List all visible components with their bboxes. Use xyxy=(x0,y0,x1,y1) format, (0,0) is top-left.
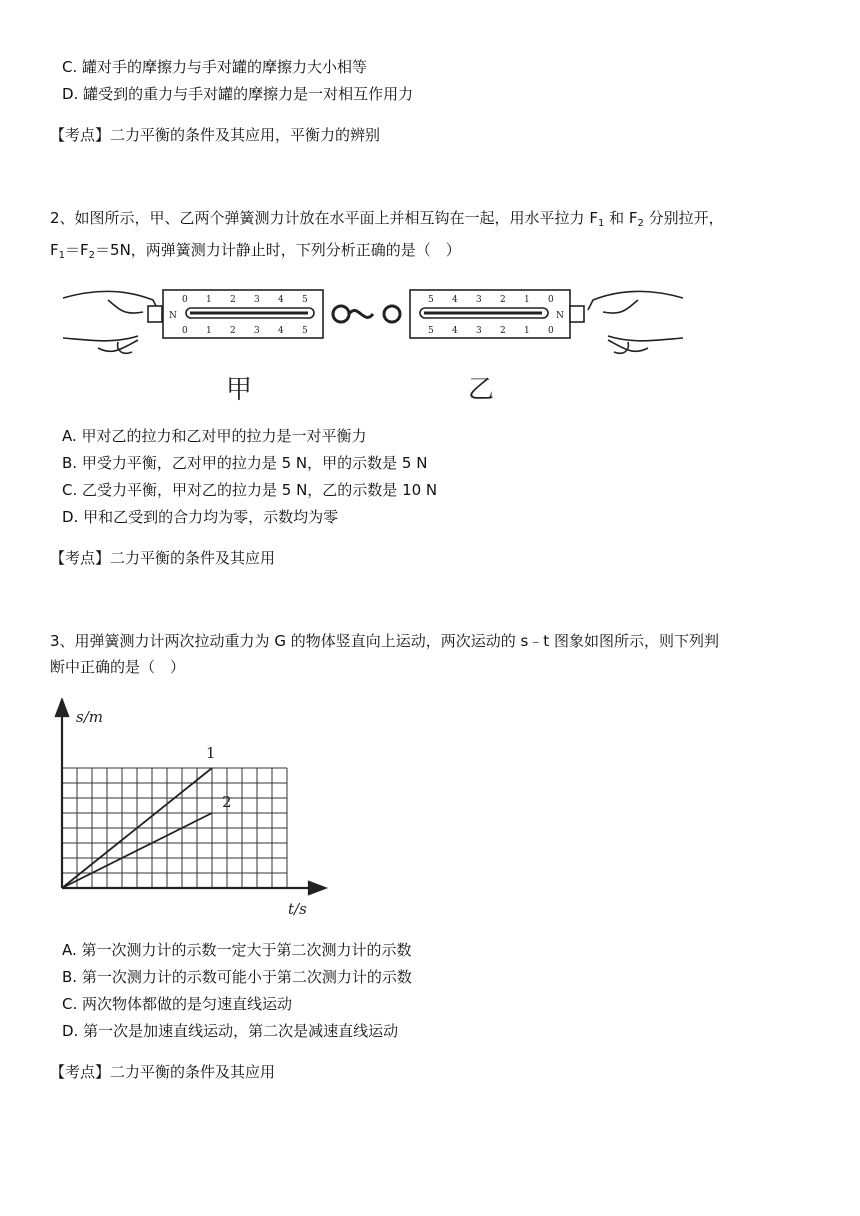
n-label-left: N xyxy=(169,311,177,321)
n-label-right: N xyxy=(556,311,564,321)
q3-kaodian: 【考点】二力平衡的条件及其应用 xyxy=(50,1063,276,1081)
q3-option-d: D. 第一次是加速直线运动，第二次是减速直线运动 xyxy=(62,1022,399,1040)
series-label-2: 2 xyxy=(222,793,232,811)
spring-scales-figure xyxy=(58,278,688,408)
svg-text:5: 5 xyxy=(428,295,434,305)
series-label-1: 1 xyxy=(206,744,216,762)
hooks-icon xyxy=(333,306,400,322)
scale-jia-ticks xyxy=(182,295,308,336)
svg-text:4: 4 xyxy=(278,295,284,305)
x-axis-label: t/s xyxy=(288,900,307,918)
svg-text:5: 5 xyxy=(428,326,434,336)
q2-option-b: B. 甲受力平衡，乙对甲的拉力是 5 N，甲的示数是 5 N xyxy=(62,454,428,472)
q3-option-c: C. 两次物体都做的是匀速直线运动 xyxy=(62,995,293,1013)
q2-option-a: A. 甲对乙的拉力和乙对甲的拉力是一对平衡力 xyxy=(62,427,367,445)
chart-grid xyxy=(62,768,287,888)
svg-text:4: 4 xyxy=(278,326,284,336)
q3-option-b: B. 第一次测力计的示数可能小于第二次测力计的示数 xyxy=(62,968,412,986)
scale-yi-ticks xyxy=(428,295,554,336)
q3-stem: 3、用弹簧测力计两次拉动重力为 G 的物体竖直向上运动，两次运动的 s﹣t 图象如图所示，则下列判 断中正确的是（ ） xyxy=(50,632,719,676)
svg-text:0: 0 xyxy=(182,295,188,305)
q2-option-d: D. 甲和乙受到的合力均为零，示数均为零 xyxy=(62,508,339,526)
svg-text:5: 5 xyxy=(302,295,308,305)
svg-text:1: 1 xyxy=(524,295,530,305)
chart-axes xyxy=(56,700,325,894)
svg-text:3: 3 xyxy=(476,295,482,305)
q2-kaodian: 【考点】二力平衡的条件及其应用 xyxy=(50,549,276,567)
svg-text:1: 1 xyxy=(206,326,212,336)
q2-stem: 2、如图所示，甲、乙两个弹簧测力计放在水平面上并相互钩在一起，用水平拉力 $F_1$ 和 $F_2$ 分别拉开， $F_1=F_2=5N$，两弹簧测力计静止时，下列分析正确的是（ ） xyxy=(50,209,724,261)
q3-option-a: A. 第一次测力计的示数一定大于第二次测力计的示数 xyxy=(62,941,412,959)
svg-text:3: 3 xyxy=(476,326,482,336)
q1-option-d: D. 罐受到的重力与手对罐的摩擦力是一对相互作用力 xyxy=(62,85,414,103)
left-hand-icon xyxy=(63,291,158,353)
svg-text:0: 0 xyxy=(548,326,554,336)
svg-text:0: 0 xyxy=(182,326,188,336)
svg-text:2: 2 xyxy=(230,295,236,305)
svg-text:3: 3 xyxy=(254,295,260,305)
svg-text:2: 2 xyxy=(230,326,236,336)
svg-text:1: 1 xyxy=(206,295,212,305)
q2-option-c: C. 乙受力平衡，甲对乙的拉力是 5 N，乙的示数是 10 N xyxy=(62,481,438,499)
q1-kaodian: 【考点】二力平衡的条件及其应用，平衡力的辨别 xyxy=(50,126,381,144)
s-t-chart xyxy=(40,698,340,923)
svg-text:1: 1 xyxy=(524,326,530,336)
svg-text:0: 0 xyxy=(548,295,554,305)
svg-text:4: 4 xyxy=(452,295,458,305)
svg-text:2: 2 xyxy=(500,326,506,336)
svg-text:2: 2 xyxy=(500,295,506,305)
svg-text:5: 5 xyxy=(302,326,308,336)
label-jia: 甲 xyxy=(226,375,253,405)
svg-text:4: 4 xyxy=(452,326,458,336)
right-hand-icon xyxy=(588,291,683,353)
label-yi: 乙 xyxy=(468,375,495,405)
q1-option-c: C. 罐对手的摩擦力与手对罐的摩擦力大小相等 xyxy=(62,58,368,76)
svg-text:3: 3 xyxy=(254,326,260,336)
y-axis-label: s/m xyxy=(76,708,103,726)
